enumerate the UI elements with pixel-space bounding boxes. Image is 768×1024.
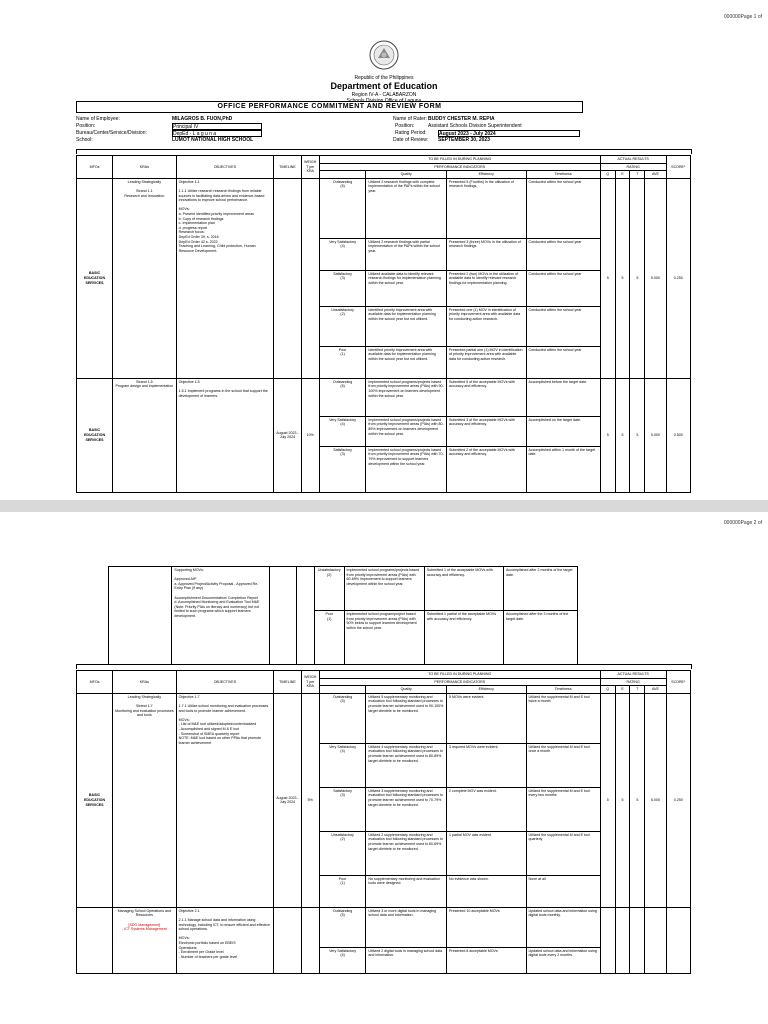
level-cell: Very Satisfactory (4)	[319, 947, 366, 973]
review-date-label: Date of Review:	[393, 137, 429, 143]
header-t: T	[630, 171, 645, 179]
rater-name: BUDDY CHESTER M. REPIA	[428, 116, 495, 122]
mfo-cell	[77, 907, 113, 973]
quality-cell: Identified priority improvement area with available data for implementation planning within the school year but not utilized.	[366, 346, 447, 378]
division-line: Schools Division Office of Laguna	[346, 98, 422, 104]
weight-cell: 10%	[301, 378, 319, 492]
employee-name-label: Name of Employee:	[76, 116, 120, 122]
level-cell: Satisfactory (3)	[319, 446, 366, 492]
efficiency-cell: Presented 3 (three) MOVs in the utilization of research findings.	[446, 238, 526, 270]
efficiency-cell: Submitted 5 of the acceptable MOVs with accuracy and efficiency.	[446, 378, 526, 416]
header-rating: RATING	[600, 678, 666, 686]
quality-cell: Utilized available data to identify relevant research findings for implementation planning within the school year.	[366, 270, 447, 306]
page-1	[0, 0, 768, 500]
form-title: OFFICE PERFORMANCE COMMITMENT AND REVIEW FORM	[76, 101, 583, 113]
department-name: Department of Education	[330, 81, 438, 91]
quality-cell: Utilized 2 research findings with partial implementation of the PAPs within the school year.	[366, 238, 447, 270]
rating-e: 5	[615, 178, 630, 378]
quality-cell: Utilized 3 supplementary monitoring and evaluation tool following standard processes to promote learner achievement used to 70-79% target clientele to be monitored.	[366, 787, 447, 831]
header-e: E	[615, 171, 630, 179]
level-cell: Outstanding (5)	[319, 693, 366, 743]
school-label: School:	[76, 137, 93, 143]
header-weight: WEIGHT per KRA	[301, 671, 319, 694]
rating-t: 5	[630, 378, 645, 492]
efficiency-cell: Presented one (1) MOV in identification of priority improvement area with available data for conducting action research.	[446, 306, 526, 346]
score-cell: 0.250	[666, 693, 690, 907]
level-cell: Satisfactory (3)	[319, 270, 366, 306]
score-cell: 0.500	[666, 378, 690, 492]
timeliness-cell: Accomplished after the 3 months of the target date.	[504, 611, 578, 665]
rating-t: 5	[630, 693, 645, 907]
rater-position: Assistant Schools Division Superintendent	[428, 123, 522, 129]
employee-name: MILAGROS B. FUON,PhD	[172, 116, 233, 122]
efficiency-cell: Submitted 3 of the acceptable MOVs with accuracy and efficiency.	[446, 416, 526, 446]
level-cell: Poor (1)	[319, 346, 366, 378]
timeliness-cell: Utilized the supplemental M and E tool quarterly	[526, 831, 600, 875]
kra-cell: Leading Strategically Strand 1.1 Research and Innovation	[113, 178, 177, 378]
header-objectives: OBJECTIVES	[176, 671, 274, 694]
quality-cell: Implemented school programs/projects based from priority improvement areas (PIAs) with 90-100% improvement on learners development within the school year.	[366, 378, 447, 416]
header-quality: Quality	[366, 171, 447, 179]
quality-cell: Utilized 4 supplementary monitoring and evaluation tool following standard processes to promote learner achievement used to 80-89% target clientele to be monitored.	[366, 743, 447, 787]
header-timeline: TIMELINE	[274, 156, 302, 179]
level-cell: Very Satisfactory (4)	[319, 416, 366, 446]
school-name: LUMOT NATIONAL HIGH SCHOOL	[172, 137, 254, 143]
rating-q: 5	[600, 178, 615, 378]
rating-q	[600, 907, 615, 973]
efficiency-cell: Presented partial one (1) MOV in identification of priority improvement area with available data for conducting action research.	[446, 346, 526, 378]
rater-name-label: Name of Rater:	[393, 116, 427, 122]
rating-ave	[645, 907, 666, 973]
position-value: Principal IV	[172, 123, 262, 130]
level-cell: Outstanding (5)	[319, 907, 366, 947]
header-level	[319, 171, 366, 179]
quality-cell: Identified priority improvement area with available data for implementation planning within the school year but not utilized.	[366, 306, 447, 346]
level-cell: Very Satisfactory (4)	[319, 238, 366, 270]
timeline-cell	[269, 567, 296, 665]
header-efficiency: Efficiency	[446, 686, 526, 694]
table-row	[77, 178, 691, 238]
timeliness-cell: Accomplished after 2 months of the target date.	[504, 567, 578, 611]
table-body-page-1	[77, 178, 691, 492]
timeliness-cell: Updated school data and information using digital tools every 2 months.	[526, 947, 600, 973]
level-cell: Very Satisfactory (4)	[319, 743, 366, 787]
level-cell: Unsatisfactory (2)	[319, 831, 366, 875]
header-perf-indicators: PERFORMANCE INDICATORS	[319, 163, 600, 171]
header-actual: ACTUAL RESULTS	[600, 671, 666, 679]
position-label: Position:	[76, 123, 96, 129]
timeliness-cell: Conducted within the school year	[526, 270, 600, 306]
timeliness-cell: Accomplished before the target date.	[526, 378, 600, 416]
kra-cell	[109, 567, 172, 665]
rating-e: 5	[615, 378, 630, 492]
header-kras: KRAs	[113, 156, 177, 179]
table-row	[77, 378, 691, 416]
timeliness-cell: Conducted within the school year	[526, 178, 600, 238]
table-body-page-2	[77, 693, 691, 973]
quality-cell: Utilized 2 digital tools in managing school data and information.	[366, 947, 447, 973]
quality-cell: Implemented school programs/projects based from priority improvement areas (PIAs) with 60-69% improvement to support learners development within the school year.	[344, 567, 424, 611]
rating-t: 5	[630, 178, 645, 378]
quality-cell: Utilized 3 or more digital tools in managing school data and information.	[366, 907, 447, 947]
continuation-body	[109, 567, 578, 665]
quality-cell: Utilized 5 supplementary monitoring and evaluation tool following standard processes to promote learner achievement used to 90-100% target clientele to be monitored.	[366, 693, 447, 743]
objectives-cell: Objective 1.7 1.7.1 Utilize school monitoring and evaluation processes and tools to promote learner achievement. MOVs: - List of M&E tool utilized/adopted/contextualized - Accomplished and signed M & E tool - Screenshot of SMEA quarterly report NOTE: M&E tool based on other PPAs that promote learner achievement	[176, 693, 274, 907]
rating-e: 5	[615, 693, 630, 907]
header-kras: KRAs	[113, 671, 177, 694]
kra-cell: Leading Strategically Strand 1.7 Monitoring and evaluation processes and tools	[113, 693, 177, 907]
timeline-cell: August 2023 - July 2024	[274, 378, 302, 492]
header-mfos: MFOs	[77, 671, 113, 694]
table-top-strip	[76, 664, 692, 669]
timeliness-cell: Utilized the supplemental M and E tool once a month	[526, 743, 600, 787]
efficiency-cell: Submitted 1 partial of the acceptable MOVs with accuracy and efficiency.	[424, 611, 503, 665]
header-t: T	[630, 686, 645, 694]
weight-cell: 5%	[301, 693, 319, 907]
header-planning: TO BE FILLED IN DURING PLANNING	[319, 671, 600, 679]
header-mfos: MFOs	[77, 156, 113, 179]
review-date: SEPTEMBER 30, 2023	[438, 137, 490, 143]
header-efficiency: Efficiency	[446, 171, 526, 179]
quality-cell: Implemented school programs/projects based from priority improvement areas (PIAs) with 80-89% improvement on learners development within the school year.	[366, 416, 447, 446]
region-line: Region IV-A - CALABARZON	[351, 92, 417, 98]
efficiency-cell: Presented 8 acceptable MOVs	[446, 947, 526, 973]
header-timeliness: Timeliness	[526, 686, 600, 694]
header-quality: Quality	[366, 686, 447, 694]
timeliness-cell: Utilized the supplemental M and E tool twice a month	[526, 693, 600, 743]
weight-cell	[301, 178, 319, 378]
rating-t	[630, 907, 645, 973]
page-number: 000000Page 2 of	[723, 520, 762, 526]
timeliness-cell: Utilized the supplemental M and E tool every two months	[526, 787, 600, 831]
weight-cell	[301, 907, 319, 973]
level-cell: Poor (1)	[319, 875, 366, 907]
rating-ave: 5.000	[645, 378, 666, 492]
performance-table-page-1	[76, 155, 691, 493]
header-weight: WEIGHT per KRA	[301, 156, 319, 179]
mfo-cell: BASIC EDUCATION SERVICES	[77, 378, 113, 492]
mfo-cell: BASIC EDUCATION SERVICES	[77, 693, 113, 907]
efficiency-cell: Presented 10 acceptable MOVs	[446, 907, 526, 947]
quality-cell: Utilized 2 research findings with complete implementation of the PAPs within the school year.	[366, 178, 447, 238]
timeliness-cell: Accomplished on the target date.	[526, 416, 600, 446]
header-actual: ACTUAL RESULTS	[600, 156, 666, 164]
mfo-cell: BASIC EDUCATION SERVICES	[77, 178, 113, 378]
bureau-value: DepEd - L a g u n a	[172, 130, 262, 137]
quality-cell: Utilized 2 supplementary monitoring and evaluation tool following standard processes to promote learner achievement used to 60-69% target clientele to be monitored.	[366, 831, 447, 875]
score-cell: 0.250	[666, 178, 690, 378]
timeliness-cell: None at all	[526, 875, 600, 907]
efficiency-cell: 1 partial MOV was evident.	[446, 831, 526, 875]
header-score: SCORE*	[666, 156, 690, 179]
table-top-strip	[76, 149, 692, 154]
rating-period-label: Rating Period:	[395, 130, 427, 136]
header-timeline: TIMELINE	[274, 671, 302, 694]
level-cell: Unsatisfactory (2)	[314, 567, 344, 611]
header-planning: TO BE FILLED IN DURING PLANNING	[319, 156, 600, 164]
rater-position-label: Position:	[395, 123, 415, 129]
rating-q: 5	[600, 693, 615, 907]
header-q: Q	[600, 171, 615, 179]
objectives-cell: Objective 2.1 2.1.1 Manage school data and information using technology, including ICT, to ensure efficient and effective school operations. MOVs: Electronic portfolio based on EBEIS Operations: - Enrollment per Grade level - Number of teachers per grade level	[176, 907, 274, 973]
efficiency-cell: 3 required MOVs were evident.	[446, 743, 526, 787]
bureau-label: Bureau/Center/Service/Division:	[76, 130, 147, 136]
table-row	[77, 907, 691, 947]
rating-q: 5	[600, 378, 615, 492]
quality-cell: Implemented school programs/projects based from priority improvement areas (PIAs) with 70-79% improvement to support learners development within the school year.	[366, 446, 447, 492]
table-row	[109, 567, 578, 611]
rating-ave: 5.000	[645, 178, 666, 378]
efficiency-cell: Presented 2 (two) MOVs in the utilization of available data to identify relevant research findings for implementation planning.	[446, 270, 526, 306]
efficiency-cell: 2 complete MOV was evident.	[446, 787, 526, 831]
sdo-management-note: [SDO Management] - ICT Systems Management	[122, 922, 167, 932]
timeliness-cell: Accomplished within 1 month of the target date.	[526, 446, 600, 492]
timeline-cell	[274, 178, 302, 378]
header-objectives: OBJECTIVES	[176, 156, 274, 179]
level-cell: Unsatisfactory (2)	[319, 306, 366, 346]
kra-cell: Strand 1.5 Program design and implementation	[113, 378, 177, 492]
level-cell: Poor (1)	[314, 611, 344, 665]
objectives-cell: Objective 1.5 1.5.1 Implement programs in the school that support the development of learners.	[176, 378, 274, 492]
header-e: E	[615, 686, 630, 694]
page-2	[0, 512, 768, 1024]
objectives-cell: Objective 1.1 1.1.1 Utilize research research findings from reliable sources in facilitating data-driven and evidence-based innovations to improve school performance. MOVs: a. Present identified priority improvement areas b. Copy of research findings c. Implementation plan d. progress report Research focus: DepEd Order 39, s. 2016 DepEd Order 42 s. 2022 Teaching and Learning, Child protection, Human Resource Development.	[176, 178, 274, 378]
objectives-cell: Supporting MOVs: Approved AIP a. Approved Project/Activity Proposal - Approved Re-Entry Plan (if any) Accomplishment Documentation/ Completion Report d. Accomplished Monitoring and Evaluation Tool M&E (Note: Priority PIAs on literacy and numeracy) but not limited to such programs which support learners development.	[172, 567, 269, 665]
performance-table-page-2	[76, 670, 691, 974]
header-ave: AVE	[645, 686, 666, 694]
table-row	[77, 693, 691, 743]
header-rating: RATING	[600, 163, 666, 171]
header-timeliness: Timeliness	[526, 171, 600, 179]
efficiency-cell: Presented 5 (Fourths) in the utilization of research findings.	[446, 178, 526, 238]
rating-e	[615, 907, 630, 973]
level-cell: Outstanding (5)	[319, 178, 366, 238]
quality-cell: No supplementary monitoring and evaluation tools were designed.	[366, 875, 447, 907]
level-cell: Outstanding (5)	[319, 378, 366, 416]
page-number: 000000Page 1 of	[723, 14, 762, 20]
efficiency-cell: No evidence was shown.	[446, 875, 526, 907]
timeline-cell: August 2023 - July 2024	[274, 693, 302, 907]
weight-cell	[297, 567, 315, 665]
timeline-cell	[274, 907, 302, 973]
timeliness-cell: Conducted within the school year	[526, 238, 600, 270]
rating-period: August 2023 - July 2024	[438, 130, 580, 137]
header-level	[319, 686, 366, 694]
deped-seal-icon	[369, 40, 399, 70]
continuation-table	[108, 566, 578, 665]
header-score: SCORE*	[666, 671, 690, 694]
rating-ave: 5.000	[645, 693, 666, 907]
kra-cell: Managing School Operations and Resources [SDO Management] - ICT Systems Management	[113, 907, 177, 973]
score-cell	[666, 907, 690, 973]
header-ave: AVE	[645, 171, 666, 179]
letterhead	[0, 40, 768, 104]
timeliness-cell: Conducted within the school year	[526, 306, 600, 346]
quality-cell: Implemented school program/project based from priority improvement areas (PIAs) with 50% below to support learners development within the school year.	[344, 611, 424, 665]
timeliness-cell: Updated school data and information using digital tools monthly.	[526, 907, 600, 947]
header-q: Q	[600, 686, 615, 694]
level-cell: Satisfactory (3)	[319, 787, 366, 831]
header-perf-indicators: PERFORMANCE INDICATORS	[319, 678, 600, 686]
efficiency-cell: 5 MOVs were evident.	[446, 693, 526, 743]
efficiency-cell: Submitted 2 of the acceptable MOVs with accuracy and efficiency.	[446, 446, 526, 492]
efficiency-cell: Submitted 1 of the acceptable MOVs with accuracy and efficiency.	[424, 567, 503, 611]
republic-line: Republic of the Philippines	[354, 75, 414, 81]
timeliness-cell: Conducted within the school year	[526, 346, 600, 378]
